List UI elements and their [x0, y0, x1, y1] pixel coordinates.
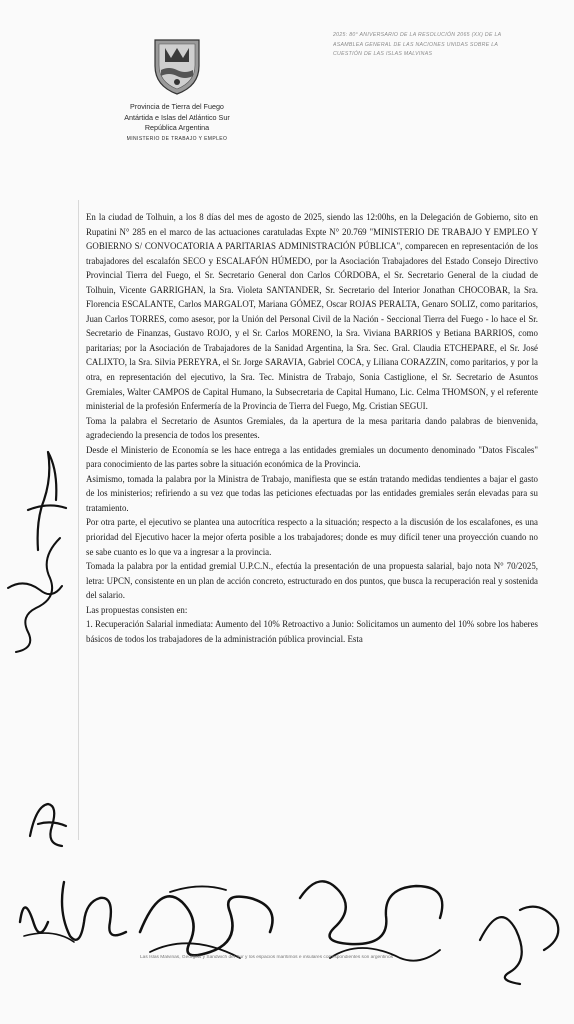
republic-name: República Argentina: [144, 123, 210, 132]
paragraph: Desde el Ministerio de Economía se les hace entrega a las entidades gremiales un documento denominado "Datos Fiscales" para conocimiento de las partes sobre la situación económica de la Provincia.: [86, 444, 538, 470]
opening-paragraph: En la ciudad de Tolhuin, a los 8 días del mes de agosto de 2025, siendo las 12:00hs, en la Delegación de Gobierno, sito en Rupatini N° 285 en el marco de las actuaciones caratuladas Expte N° 20.769 "MINISTERIO DE TRABAJO Y EMPLEO Y GOBIERNO S/ CONVOCATORIA A PARITARIAS ADMINISTRACIÓN PÚBLICA", comparecen en representación de los trabajadores del escalafón SECO y ESCALAFÓN HÚMEDO, por la Asociación Trabajadores del Estado Consejo Directivo Provincial Tierra del Fuego, el Sr. Secretario General don Carlos CÓRDOBA, el Sr. Secretario General de la ciudad de Tolhuin, Vicente GARRIGHAN, la Sra. Violeta SANTANDER, Sr. Secretario del Interior Jonathan CHOCOBAR, la Sra. Florencia ESCALANTE, Carlos MARGALOT, Mariana GÓMEZ, Oscar ROJAS PERALTA, Genaro SOLIZ, como paritarios, Juan Carlos TORRES, como asesor, por la Unión del Personal Civil de la Nación - Seccional Tierra del Fuego - lo hace el Sr. Secretario de Finanzas, Gustavo ROJO, y el Sr. Carlos MORENO, la Sra. Viviana BARRIOS y Betiana BARRIOS, como paritarias; por la Asociación de Trabajadores de la Sanidad Argentina, la Sra. Sec. Gral. Claudia ETCHEPARE, el Sr. José CALIXTO, la Sra. Silvia PEREYRA, el Sr. Jorge SARAVIA, Gabriel COCA, y Liliana CORAZZIN, como paritarios, y por la otra, en representación del ejecutivo, la Sra. Tec. Ministra de Trabajo, Sonia Castiglione, el Sr. Secretario de Asuntos Gremiales, Walter CAMPOS de Capital Humano, la Subsecretaria de Capital Humano, Lic. Celma THOMSON, y el referente ministerial de la profesión Enfermería de la Provincia de Tierra del Fuego, Mg. Cristian SEGUI.: [86, 212, 538, 412]
paragraph: Tomada la palabra por la entidad gremial U.P.C.N., efectúa la presentación de una propuesta salarial, bajo nota N° 70/2025, letra: UPCN, consistente en un plan de acción concreto, estructurado en dos puntos, que busca la recuperación real y sostenida del salario.: [86, 561, 538, 601]
signature-bottom-1: [14, 862, 134, 952]
footer-legend: Las Islas Malvinas, Georgias y Sandwich del Sur y los espacios marítimos e insulares correspondientes son argentinos: [140, 955, 394, 960]
paragraph: 1. Recuperación Salarial inmediata: Aumento del 10% Retroactivo a Junio: Solicitamos un aumento del 10% sobre los haberes básicos de todos los trabajadores de la administración pública provincial. Esta: [86, 619, 538, 644]
signature-bottom-4: [460, 880, 570, 990]
ministry-name: MINISTERIO DE TRABAJO Y EMPLEO: [126, 135, 228, 142]
paragraph: Por otra parte, el ejecutivo se plantea una autocrítica respecto a la situación; respecto a la discusión de los escalafones, es una prioridad del Ejecutivo hacer la mejor oferta posible a los trabajadores; donde es muy difícil tener una proyección cuando no se sabe cuanto es lo que va a ingresar a la provincia.: [86, 517, 538, 557]
margin-line: [78, 200, 79, 840]
signature-bottom-3: [290, 858, 460, 968]
signature-left-3: [22, 796, 72, 852]
letterhead: [112, 36, 242, 144]
province-name: Provincia de Tierra del Fuego: [130, 102, 224, 111]
paragraph: Las propuestas consisten en:: [86, 604, 188, 615]
signature-left-2: [0, 528, 70, 658]
anniversary-line: CUESTIÓN DE LAS ISLAS MALVINAS: [333, 51, 433, 57]
act-body: [86, 210, 538, 646]
paragraph: Toma la palabra el Secretario de Asuntos Gremiales, da la apertura de la mesa paritaria dando palabras de bienvenida, agradeciendo la presencia de todos los presentes.: [86, 415, 538, 441]
paragraph: Asimismo, tomada la palabra por la Ministra de Trabajo, manifiesta que se están tratando medidas tendientes a bajar el gasto de los ministerios; refiriendo a su vez que todas las peticiones efectuadas por las entidades gremiales serán elevadas para su tratamiento.: [86, 473, 538, 513]
anniversary-line: ASAMBLEA GENERAL DE LAS NACIONES UNIDAS SOBRE LA: [333, 41, 499, 48]
provincial-emblem-icon: [149, 36, 205, 96]
anniversary-legend: [333, 31, 568, 60]
antarctica-line: Antártida e Islas del Atlántico Sur: [124, 112, 230, 122]
anniversary-line: 2025: 80° ANIVERSARIO DE LA RESOLUCIÓN 2065 (XX) DE LA: [333, 32, 502, 38]
